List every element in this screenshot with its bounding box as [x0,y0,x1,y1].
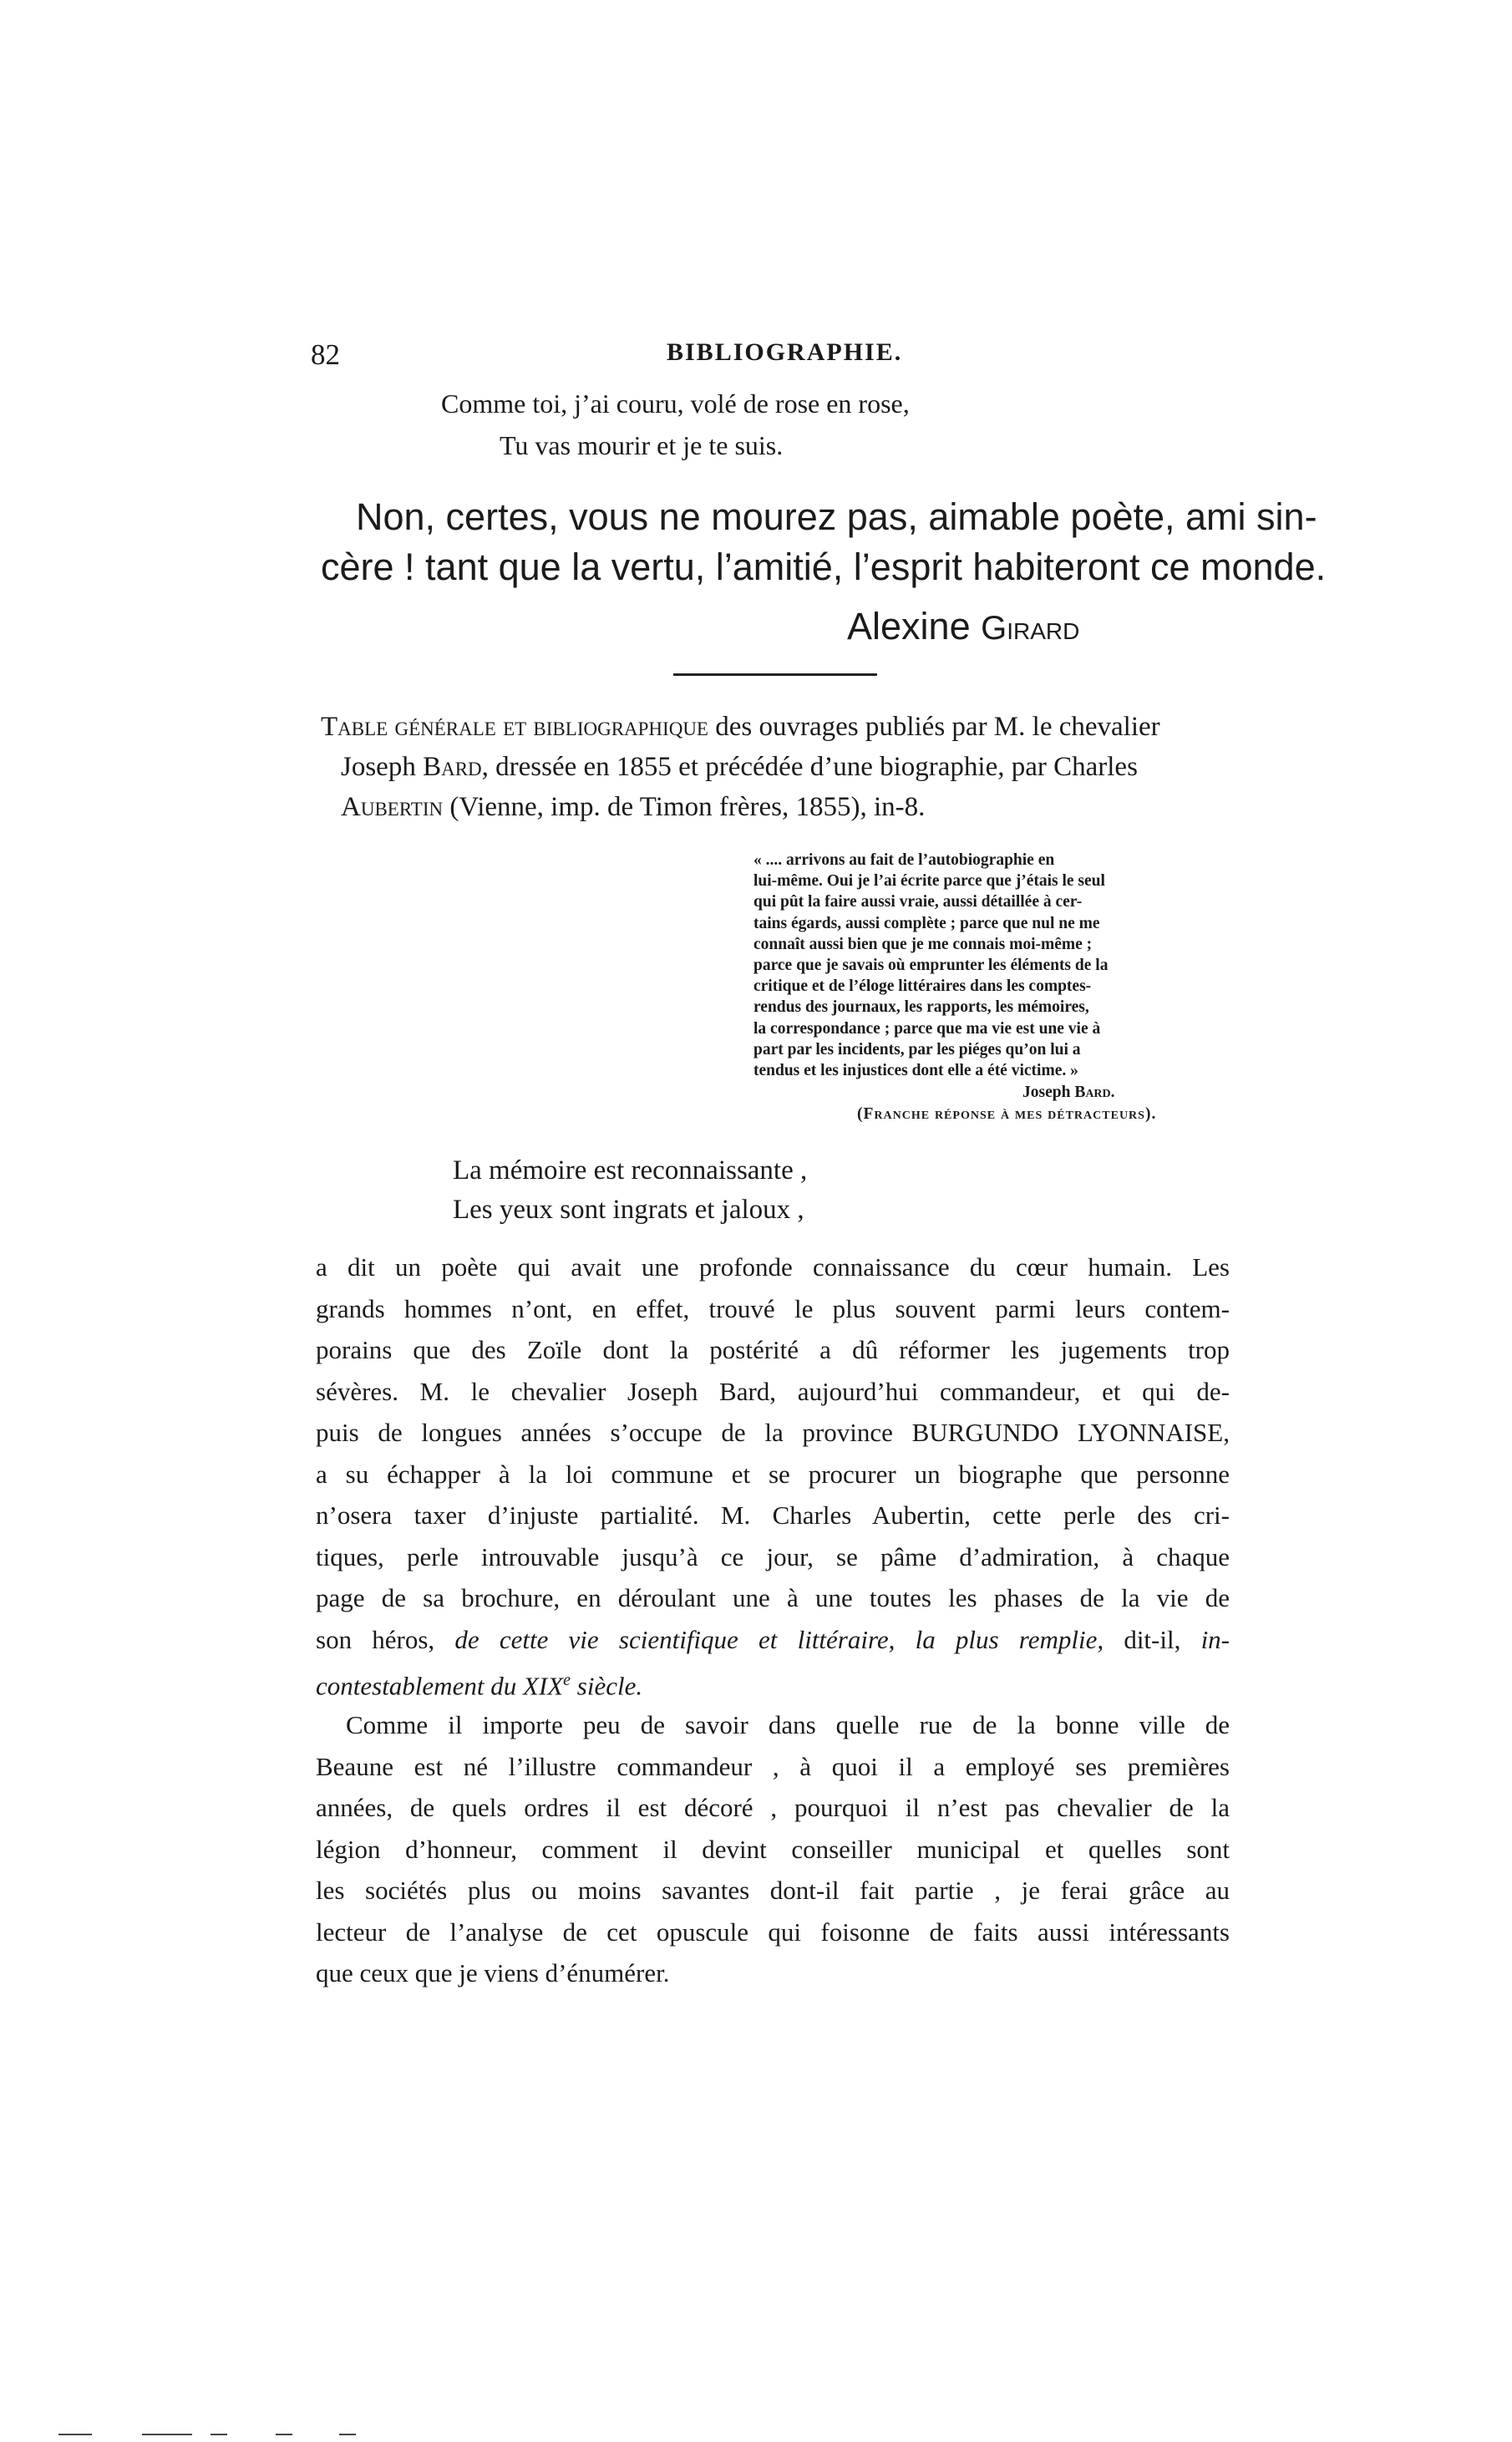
text-italic: siècle. [571,1671,643,1701]
paragraph-line: que ceux que je viens d’énumérer. [316,1958,670,1988]
quote-line: qui pût la faire aussi vraie, aussi détaillée à cer- [753,893,1083,911]
running-title: BIBLIOGRAPHIE. [667,338,903,366]
quote-line: rendus des journaux, les rapports, les mémoires, [753,998,1089,1017]
signature-first: Alexine [847,605,982,647]
quote-line: tendus et les injustices dont elle a été victime. » [753,1062,1078,1080]
signature [847,602,1079,653]
verse-top-line-1: Comme toi, j’ai couru, volé de rose en rose, [441,388,910,419]
paragraph-2 [316,1704,1230,1994]
scan-mark [276,2434,292,2435]
text-italic: in- [1200,1624,1230,1654]
bib-line-2-b: , dressée en 1855 et précédée d’une biographie, par Charles [481,752,1138,782]
epigraph-author-last: Bard. [1074,1084,1115,1101]
bib-author-sc: Bard [423,752,482,782]
superscript: e [563,1671,571,1689]
bib-line-3 [341,787,925,827]
quote-line: critique et de l’éloge littéraires dans les comptes- [753,977,1092,996]
page-number: 82 [311,338,340,371]
section-rule [673,673,877,676]
text-italic: contestablement du XIX [316,1671,564,1701]
verse-middle-line-2: Les yeux sont ingrats et jaloux , [453,1195,804,1225]
quote-line: connaît aussi bien que je me connais moi-même ; [753,935,1093,953]
paragraph-line: porains que des Zoïle dont la postérité a dû réformer les jugements trop [316,1335,1230,1364]
scan-mark [211,2434,227,2435]
bib-line-3-rest: (Vienne, imp. de Timon frères, 1855), in-8. [443,792,926,822]
epigraph-author [1022,1082,1115,1103]
paragraph-line: puis de longues années s’occupe de la province BURGUNDO LYONNAISE, [316,1418,1230,1447]
text-plain: son héros, [316,1624,455,1654]
paragraph-line: années, de quels ordres il est décoré , pourquoi il n’est pas chevalier de la [316,1793,1230,1822]
paragraph-line: grands hommes n’ont, en effet, trouvé le plus souvent parmi leurs contem- [316,1293,1230,1323]
scan-mark [58,2434,92,2435]
paragraph-line-mixed [316,1660,1230,1707]
paragraph-line: lecteur de l’analyse de cet opuscule qui foisonne de faits aussi intéressants [316,1917,1230,1947]
quote-line: tains égards, aussi complète ; parce que nul ne me [753,914,1100,932]
text-plain: dit-il, [1104,1624,1201,1654]
epigraph-quote [753,850,1205,1081]
quote-line: lui-même. Oui je l’ai écrite parce que j’étais le seul [753,872,1105,891]
bib-line-2-a: Joseph [341,752,424,782]
bib-title-sc: Table générale et bibliographique [321,712,708,742]
verse-top-line-2: Tu vas mourir et je te suis. [500,430,784,460]
paragraph-1 [316,1246,1230,1707]
text-italic: de cette vie scientifique et littéraire, la plus remplie, [454,1624,1104,1654]
scan-mark [339,2434,356,2435]
paragraph-line: légion d’honneur, comment il devint conseiller municipal et quelles sont [316,1834,1230,1864]
paragraph-line-mixed [316,1619,1230,1661]
sans-paragraph-line-2: cère ! tant que la vertu, l’amitié, l’esprit habiteront ce monde. [321,546,1327,588]
paragraph-line: sévères. M. le chevalier Joseph Bard, aujourd’hui commandeur, et qui de- [316,1376,1230,1406]
paragraph-line: page de sa brochure, en déroulant une à une toutes les phases de la vie de [316,1583,1230,1612]
paragraph-line: n’osera taxer d’injuste partialité. M. Charles Aubertin, cette perle des cri- [316,1500,1230,1530]
bib-line-2 [341,747,1138,787]
quote-line: la correspondance ; parce que ma vie est une vie à [753,1019,1101,1038]
epigraph-source: (Franche réponse à mes détracteurs). [857,1105,1157,1123]
verse-middle-line-1: La mémoire est reconnaissante , [453,1155,808,1185]
signature-last: Girard [981,610,1080,647]
quote-line: « .... arrivons au fait de l’autobiographie en [753,851,1055,869]
paragraph-line: les sociétés plus ou moins savantes dont-il fait partie , je ferai grâce au [316,1876,1230,1905]
paragraph-line: a dit un poète qui avait une profonde connaissance du cœur humain. Les [316,1252,1230,1282]
scan-mark [142,2434,192,2435]
sans-paragraph-line-1: Non, certes, vous ne mourez pas, aimable poète, ami sin- [356,495,1317,538]
quote-line: parce que je savais où emprunter les éléments de la [753,957,1109,975]
paragraph-line: a su échapper à la loi commune et se procurer un biographe que personne [316,1459,1230,1489]
bib-editor-sc: Aubertin [341,792,444,822]
bib-line-1-rest: des ouvrages publiés par M. le chevalier [708,712,1160,742]
bib-line-1 [321,707,1160,747]
epigraph-author-first: Joseph [1022,1084,1075,1101]
paragraph-line: tiques, perle introuvable jusqu’à ce jour, se pâme d’admiration, à chaque [316,1541,1230,1571]
quote-line: part par les incidents, par les piéges qu’on lui a [753,1040,1081,1059]
paragraph-line: Beaune est né l’illustre commandeur , à quoi il a employé ses premières [316,1751,1230,1781]
paragraph-line: Comme il importe peu de savoir dans quelle rue de la bonne ville de [346,1710,1230,1739]
